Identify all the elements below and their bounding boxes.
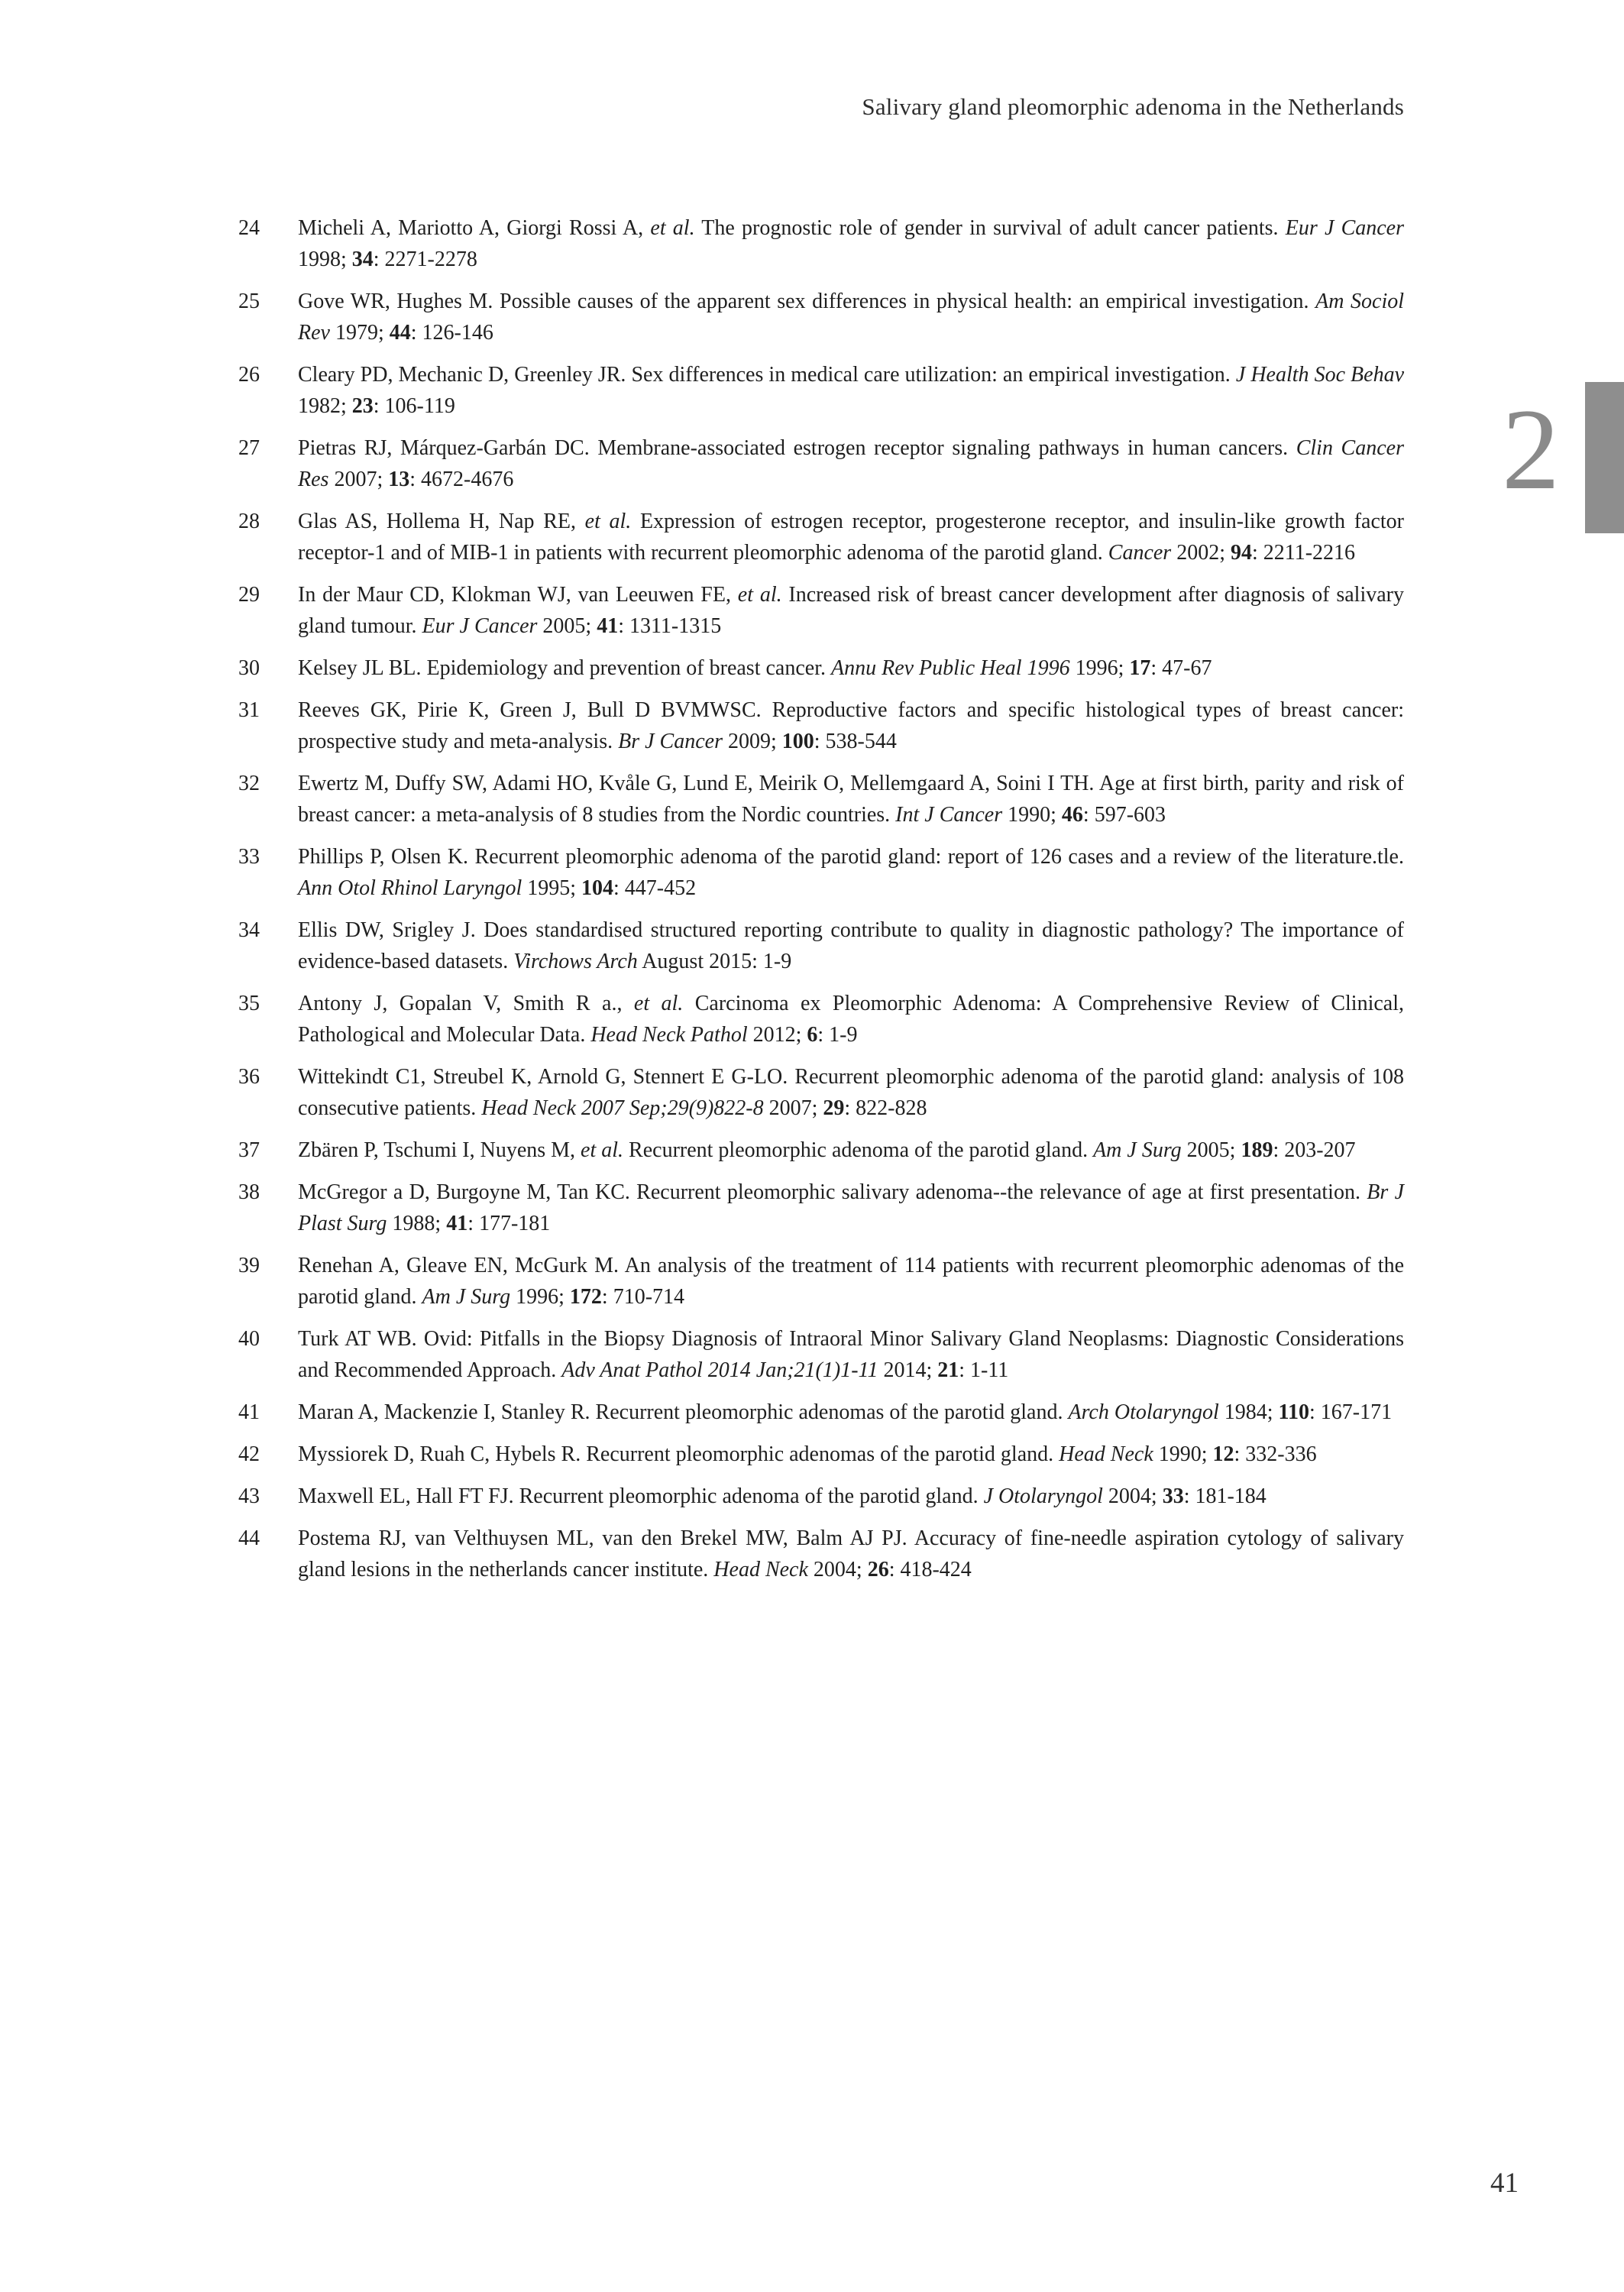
reference-item xyxy=(238,1177,1404,1239)
reference-text: Ewertz M, Duffy SW, Adami HO, Kvåle G, Lund E, Meirik O, Mellemgaard A, Soini I TH. Age at first birth, parity and risk of breast cancer: a meta-analysis of 8 studies from the Nordic countries. Int J Cancer 1990; 46: 597-603 xyxy=(298,772,1404,827)
reference-number: 24 xyxy=(238,216,260,240)
reference-text: Maxwell EL, Hall FT FJ. Recurrent pleomorphic adenoma of the parotid gland. J Otolaryngol 2004; 33: 181-184 xyxy=(298,1484,1267,1508)
reference-item xyxy=(238,579,1404,642)
reference-number: 40 xyxy=(238,1327,260,1351)
reference-item xyxy=(238,1397,1404,1428)
reference-item xyxy=(238,1061,1404,1124)
page-number: 41 xyxy=(1490,2167,1519,2199)
reference-text: Turk AT WB. Ovid: Pitfalls in the Biopsy Diagnosis of Intraoral Minor Salivary Gland Neoplasms: Diagnostic Considerations and Recommended Approach. Adv Anat Pathol 2014 Jan;21(1)1-11 2014; 21: 1-11 xyxy=(298,1327,1404,1382)
reference-text: Zbären P, Tschumi I, Nuyens M, et al. Recurrent pleomorphic adenoma of the parotid gland. Am J Surg 2005; 189: 203-207 xyxy=(298,1138,1356,1162)
reference-item xyxy=(238,768,1404,830)
reference-text: Phillips P, Olsen K. Recurrent pleomorphic adenoma of the parotid gland: report of 126 cases and a review of the literature.tle. Ann Otol Rhinol Laryngol 1995; 104: 447-452 xyxy=(298,845,1404,900)
reference-number: 26 xyxy=(238,363,260,387)
reference-text: Maran A, Mackenzie I, Stanley R. Recurrent pleomorphic adenomas of the parotid gland. Arch Otolaryngol 1984; 110: 167-171 xyxy=(298,1400,1393,1424)
reference-text: Gove WR, Hughes M. Possible causes of the apparent sex differences in physical health: an empirical investigation. Am Sociol Rev 1979; 44: 126-146 xyxy=(298,290,1404,345)
reference-number: 37 xyxy=(238,1138,260,1162)
reference-number: 32 xyxy=(238,772,260,795)
reference-text: Antony J, Gopalan V, Smith R a., et al. Carcinoma ex Pleomorphic Adenoma: A Comprehensive Review of Clinical, Pathological and Molecular Data. Head Neck Pathol 2012; 6: 1-9 xyxy=(298,992,1404,1047)
reference-number: 43 xyxy=(238,1484,260,1508)
reference-item xyxy=(238,1250,1404,1313)
reference-text: Reeves GK, Pirie K, Green J, Bull D BVMWSC. Reproductive factors and specific histological types of breast cancer: prospective study and meta-analysis. Br J Cancer 2009; 100: 538-544 xyxy=(298,698,1404,753)
reference-item xyxy=(238,1481,1404,1512)
reference-number: 30 xyxy=(238,656,260,680)
chapter-tab-bar xyxy=(1585,382,1624,533)
reference-number: 41 xyxy=(238,1400,260,1424)
reference-number: 29 xyxy=(238,583,260,607)
running-head-title: Salivary gland pleomorphic adenoma in the Netherlands xyxy=(862,93,1404,120)
reference-number: 38 xyxy=(238,1180,260,1204)
reference-text: Postema RJ, van Velthuysen ML, van den Brekel MW, Balm AJ PJ. Accuracy of fine-needle aspiration cytology of salivary gland lesions in the netherlands cancer institute. Head Neck 2004; 26: 418-424 xyxy=(298,1526,1404,1581)
reference-number: 39 xyxy=(238,1254,260,1277)
reference-text: McGregor a D, Burgoyne M, Tan KC. Recurrent pleomorphic salivary adenoma--the relevance of age at first presentation. Br J Plast Surg 1988; 41: 177-181 xyxy=(298,1180,1404,1235)
reference-item xyxy=(238,841,1404,904)
reference-text: Wittekindt C1, Streubel K, Arnold G, Stennert E G-LO. Recurrent pleomorphic adenoma of the parotid gland: analysis of 108 consecutive patients. Head Neck 2007 Sep;29(9)822-8 2007; 29: 822-828 xyxy=(298,1065,1404,1120)
reference-item xyxy=(238,359,1404,422)
reference-text: Cleary PD, Mechanic D, Greenley JR. Sex differences in medical care utilization: an empirical investigation. J Health Soc Behav 1982; 23: 106-119 xyxy=(298,363,1404,418)
chapter-number: 2 xyxy=(1502,385,1560,513)
reference-item xyxy=(238,286,1404,348)
reference-text: Renehan A, Gleave EN, McGurk M. An analysis of the treatment of 114 patients with recurrent pleomorphic adenomas of the parotid gland. Am J Surg 1996; 172: 710-714 xyxy=(298,1254,1404,1309)
reference-text: Micheli A, Mariotto A, Giorgi Rossi A, et al. The prognostic role of gender in survival of adult cancer patients. Eur J Cancer 1998; 34: 2271-2278 xyxy=(298,216,1404,271)
reference-number: 28 xyxy=(238,510,260,533)
reference-item xyxy=(238,212,1404,275)
reference-item xyxy=(238,506,1404,568)
reference-number: 42 xyxy=(238,1442,260,1466)
reference-item xyxy=(238,1439,1404,1470)
reference-item xyxy=(238,1135,1404,1166)
reference-number: 27 xyxy=(238,436,260,460)
reference-item xyxy=(238,652,1404,684)
reference-number: 25 xyxy=(238,290,260,313)
reference-list xyxy=(238,212,1404,1596)
reference-text: Ellis DW, Srigley J. Does standardised structured reporting contribute to quality in diagnostic pathology? The importance of evidence-based datasets. Virchows Arch August 2015: 1-9 xyxy=(298,918,1404,973)
reference-text: Myssiorek D, Ruah C, Hybels R. Recurrent pleomorphic adenomas of the parotid gland. Head Neck 1990; 12: 332-336 xyxy=(298,1442,1317,1466)
reference-text: Pietras RJ, Márquez-Garbán DC. Membrane-associated estrogen receptor signaling pathways in human cancers. Clin Cancer Res 2007; 13: 4672-4676 xyxy=(298,436,1404,491)
reference-item xyxy=(238,432,1404,495)
reference-number: 33 xyxy=(238,845,260,869)
reference-number: 35 xyxy=(238,992,260,1015)
reference-item xyxy=(238,988,1404,1050)
reference-number: 34 xyxy=(238,918,260,942)
reference-item xyxy=(238,915,1404,977)
reference-text: In der Maur CD, Klokman WJ, van Leeuwen FE, et al. Increased risk of breast cancer development after diagnosis of salivary gland tumour. Eur J Cancer 2005; 41: 1311-1315 xyxy=(298,583,1404,638)
reference-number: 44 xyxy=(238,1526,260,1550)
reference-number: 31 xyxy=(238,698,260,722)
reference-item xyxy=(238,1523,1404,1585)
reference-number: 36 xyxy=(238,1065,260,1089)
reference-item xyxy=(238,694,1404,757)
reference-text: Glas AS, Hollema H, Nap RE, et al. Expression of estrogen receptor, progesterone receptor, and insulin-like growth factor receptor-1 and of MIB-1 in patients with recurrent pleomorphic adenoma of the parotid gland. Cancer 2002; 94: 2211-2216 xyxy=(298,510,1404,565)
reference-text: Kelsey JL BL. Epidemiology and prevention of breast cancer. Annu Rev Public Heal 1996 1996; 17: 47-67 xyxy=(298,656,1212,680)
reference-item xyxy=(238,1323,1404,1386)
